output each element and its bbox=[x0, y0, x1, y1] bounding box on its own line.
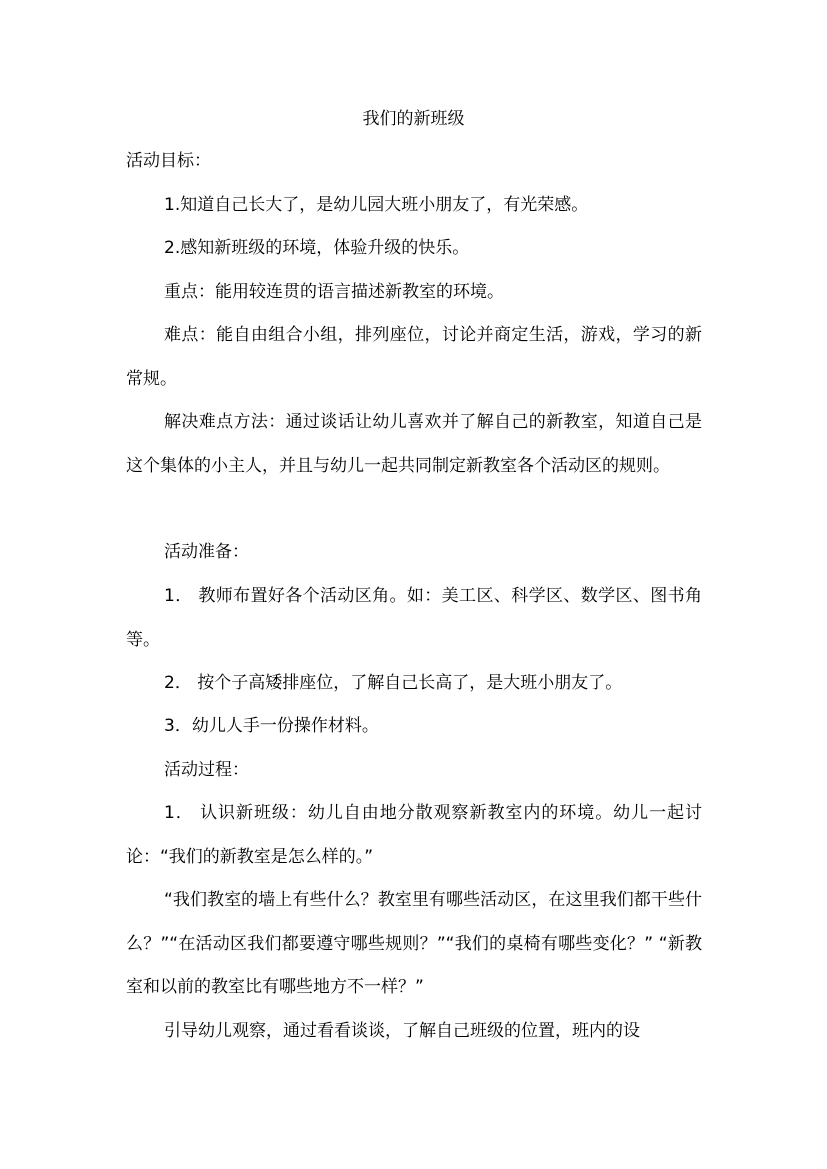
paragraph-preparation-1: 1． 教师布置好各个活动区角。如：美工区、科学区、数学区、图书角等。 bbox=[126, 586, 702, 650]
paragraph-preparation-2: 2． 按个子高矮排座位，了解自己长高了，是大班小朋友了。 bbox=[164, 673, 623, 693]
paragraph-goals-heading: 活动目标： bbox=[126, 151, 211, 171]
paragraph-difficulty-solution: 解决难点方法：通过谈话让幼儿喜欢并了解自己的新教室，知道自己是这个集体的小主人，并且与幼儿一起共同制定新教室各个活动区的规则。 bbox=[126, 412, 702, 476]
paragraph-preparation-heading: 活动准备： bbox=[164, 542, 249, 562]
paragraph-preparation-3: 3．幼儿人手一份操作材料。 bbox=[164, 716, 379, 736]
paragraph-difficulty: 难点：能自由组合小组，排列座位，讨论并商定生活，游戏，学习的新常规。 bbox=[126, 325, 702, 389]
document-title: 我们的新班级 bbox=[362, 109, 465, 129]
paragraph-questions: “我们教室的墙上有些什么？教室里有哪些活动区，在这里我们都干些什么？”“在活动区我们都要遵守哪些规则？”“我们的桌椅有哪些变化？” “新教室和以前的教室比有哪些地方不一样？” bbox=[126, 890, 702, 997]
paragraph-goal-1: 1.知道自己长大了，是幼儿园大班小朋友了，有光荣感。 bbox=[164, 195, 589, 215]
paragraph-goal-2: 2.感知新班级的环境，体验升级的快乐。 bbox=[164, 238, 470, 258]
paragraph-guidance: 引导幼儿观察，通过看看谈谈，了解自己班级的位置，班内的设 bbox=[164, 1021, 640, 1041]
paragraph-key-point: 重点：能用较连贯的语言描述新教室的环境。 bbox=[164, 282, 504, 302]
paragraph-process-heading: 活动过程： bbox=[164, 760, 249, 780]
paragraph-process-1: 1． 认识新班级：幼儿自由地分散观察新教室内的环境。幼儿一起讨论：“我们的新教室是怎么样的。” bbox=[126, 803, 702, 867]
